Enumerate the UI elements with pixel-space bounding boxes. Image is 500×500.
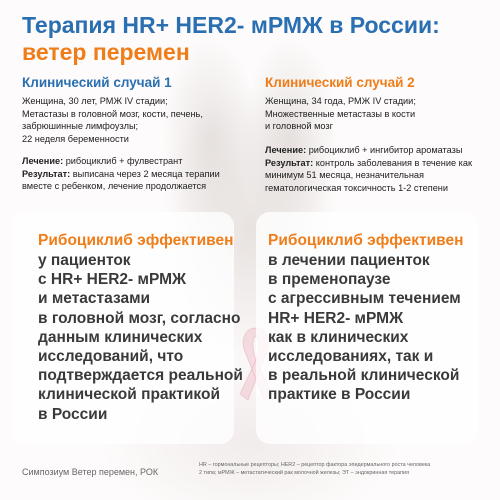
- card-2-body: [268, 251, 461, 405]
- card-1-heading: Рибоциклиб эффективен: [38, 232, 234, 249]
- card-2-line: с агрессивным течением: [268, 290, 461, 308]
- case-2-desc-line: Множественные метастазы в кости: [265, 108, 416, 119]
- case-1-desc-line: Метастазы в головной мозг, кости, печень,: [22, 108, 203, 119]
- card-1-line: исследований, что: [38, 348, 184, 366]
- card-1-line: у пациенток: [38, 252, 131, 269]
- footer-source: Симпозиум Ветер перемен, РОК: [22, 467, 159, 477]
- case-1-desc-line: Женщина, 30 лет, РМЖ IV стадии;: [22, 96, 168, 106]
- page-title: [22, 12, 492, 66]
- card-2-line: исследованиях, так и: [268, 348, 434, 366]
- conclusion-card-2: [256, 212, 478, 444]
- card-1-line: с HR+ HER2- мРМЖ: [38, 271, 187, 289]
- case-2-description: [265, 95, 490, 133]
- abbreviation-line: HR – гормональные рецепторы; HER2 – рецептор фактора эпидермального роста человека: [199, 462, 431, 468]
- title-line-2: ветер перемен: [22, 39, 190, 65]
- case-2-title: Клинический случай 2: [265, 75, 415, 90]
- result-value: вместе с ребенком, лечение продолжается: [22, 181, 207, 192]
- card-1-line: клинической практикой: [38, 386, 220, 404]
- card-1-line: и метастазами: [38, 290, 151, 308]
- treatment-label: Лечение:: [265, 145, 307, 155]
- case-1-desc-line: 22 неделя беременности: [22, 133, 129, 144]
- card-2-line: HR+ HER2- мРМЖ: [268, 309, 404, 327]
- result-value: гематологическая токсичность 1-2 степени: [265, 182, 449, 193]
- case-1-description: [22, 95, 247, 145]
- card-2-line: практике в России: [268, 386, 411, 404]
- case-1-title: Клинический случай 1: [22, 75, 172, 90]
- card-2-heading: Рибоциклиб эффективен: [268, 232, 464, 249]
- card-2-line: как в клинических: [268, 328, 409, 346]
- card-1-line: подтверждается реальной: [38, 367, 243, 385]
- footer-abbreviations: [199, 462, 497, 477]
- result-value: минимум 51 месяца, незначительная: [265, 170, 424, 181]
- card-2-line: в лечении пациенток: [268, 252, 430, 269]
- case-2-desc-line: и головной мозг: [265, 121, 333, 132]
- result-value: контроль заболевания в течение как: [313, 157, 473, 168]
- card-2-line: в реальной клинической: [268, 367, 460, 385]
- card-2-line: в пременопаузе: [268, 271, 391, 289]
- case-1-treatment: [22, 155, 250, 193]
- treatment-value: рибоциклиб + ингибитор ароматазы: [306, 145, 463, 155]
- result-value: выписана через 2 месяца терапии: [70, 168, 220, 179]
- case-1-desc-line: забрюшинные лимфоузлы;: [22, 121, 139, 132]
- result-label: Результат:: [265, 157, 314, 168]
- conclusion-card-1: [12, 212, 243, 444]
- treatment-label: Лечение:: [22, 156, 64, 166]
- card-1-body: [38, 251, 243, 424]
- abbreviation-line: 2 типа; мРМЖ – метастатический рак молочной железы; ЭТ – эндокринная терапия: [199, 469, 409, 476]
- card-1-line: данным клинических: [38, 328, 203, 346]
- card-1-line: в головной мозг, согласно: [38, 309, 241, 327]
- card-1-line: в России: [38, 405, 108, 423]
- title-line-1: Терапия HR+ HER2- мРМЖ в России:: [22, 12, 440, 38]
- treatment-value: рибоциклиб + фулвестрант: [63, 156, 183, 166]
- result-label: Результат:: [22, 168, 71, 179]
- case-2-treatment: [265, 144, 493, 194]
- case-2-desc-line: Женщина, 34 года, РМЖ IV стадии;: [265, 96, 416, 106]
